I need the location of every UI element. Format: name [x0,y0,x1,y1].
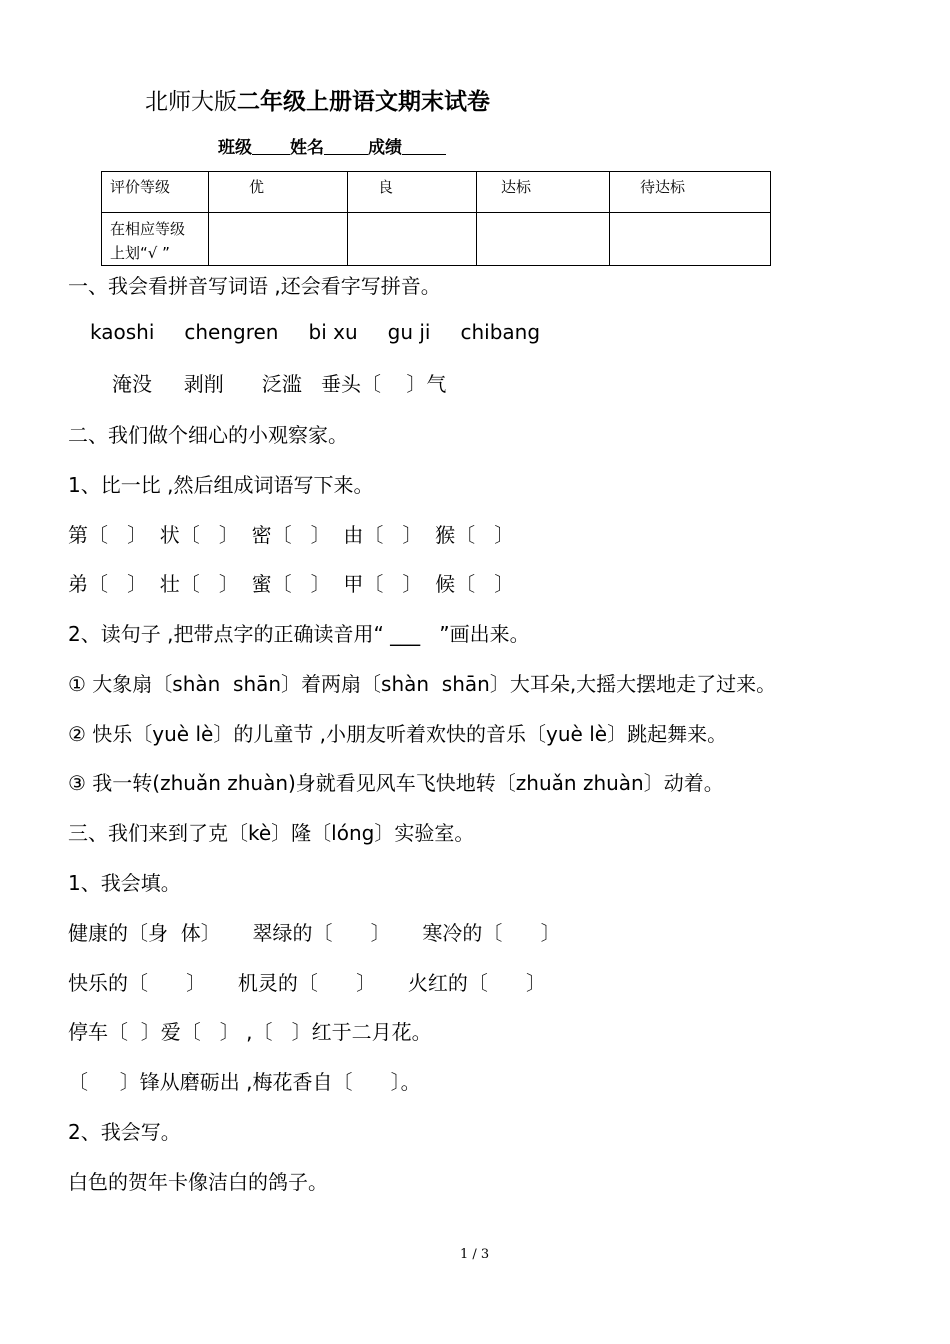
write-sentence-1: 白色的贺年卡像洁白的鸽子。 [68,1170,328,1194]
fill-row-1: 健康的〔身 体〕 翠绿的〔 〕 寒冷的〔 〕 [68,921,561,945]
page-title [145,83,490,116]
title-publisher: 北师大版 [145,89,237,115]
pinyin-row [90,320,570,344]
title-main: 二年级上册语文期末试卷 [237,89,490,115]
compare-row-1: 第〔 〕 状〔 〕 密〔 〕 由〔 〕 猴〔 〕 [68,523,515,547]
grade-header-cell: 优 [209,172,348,213]
compare-row-2: 弟〔 〕 壮〔 〕 蜜〔 〕 甲〔 〕 候〔 〕 [68,572,515,596]
grade-mark-cell[interactable] [209,213,348,266]
pinyin-item: chibang [460,320,541,344]
grade-mark-cell[interactable] [477,213,610,266]
grade-table-mark-row [102,213,771,266]
section1-heading: 一、我会看拼音写词语 ,还会看字写拼音。 [68,274,441,298]
class-blank [252,136,290,155]
grade-header-cell: 评价等级 [102,172,209,213]
grade-mark-label-line1: 在相应等级 [110,220,186,238]
grade-table-header-row [102,172,771,213]
fill-row-2: 快乐的〔 〕 机灵的〔 〕 火红的〔 〕 [68,971,547,995]
grade-mark-cell[interactable] [348,213,477,266]
grade-table [101,171,771,266]
section3-heading: 三、我们来到了克〔kè〕隆〔lóng〕实验室。 [68,821,475,845]
name-blank [324,136,368,155]
section2-q2: 2、读句子 ,把带点字的正确读音用“ ___ ”画出来。 [68,622,530,646]
grade-header-cell: 待达标 [610,172,771,213]
page-number: 1 / 3 [460,1247,490,1262]
words-line: 淹没 剥削 泛滥 垂头〔 〕气 [112,372,447,396]
grade-mark-cell[interactable] [610,213,771,266]
pinyin-item: kaoshi [90,320,155,344]
sentence-3: ③ 我一转(zhuǎn zhuàn)身就看见风车飞快地转〔zhuǎn zhuàn〕动着。 [68,771,724,795]
score-blank [402,136,446,155]
class-label: 班级 [218,138,252,158]
pinyin-item: chengren [184,320,279,344]
score-label: 成绩 [368,138,402,158]
section2-heading: 二、我们做个细心的小观察家。 [68,423,348,447]
section3-q2: 2、我会写。 [68,1120,181,1144]
section2-q1: 1、比一比 ,然后组成词语写下来。 [68,473,374,497]
fill-row-3: 停车〔 〕爱〔 〕 ,〔 〕红于二月花。 [68,1020,432,1044]
fill-row-4: 〔 〕锋从磨砺出 ,梅花香自〔 〕。 [68,1070,421,1094]
grade-mark-label-line2: 上划“√ ” [110,244,170,262]
name-label: 姓名 [290,138,324,158]
pinyin-item: gu ji [387,320,431,344]
grade-mark-label [102,213,209,266]
pinyin-item: bi xu [308,320,358,344]
student-info-line [218,133,446,158]
grade-header-cell: 达标 [477,172,610,213]
sentence-1: ① 大象扇〔shàn shān〕着两扇〔shàn shān〕大耳朵,大摇大摆地走了过来。 [68,672,777,696]
grade-header-cell: 良 [348,172,477,213]
section3-q1: 1、我会填。 [68,871,181,895]
sentence-2: ② 快乐〔yuè lè〕的儿童节 ,小朋友听着欢快的音乐〔yuè lè〕跳起舞来。 [68,722,728,746]
